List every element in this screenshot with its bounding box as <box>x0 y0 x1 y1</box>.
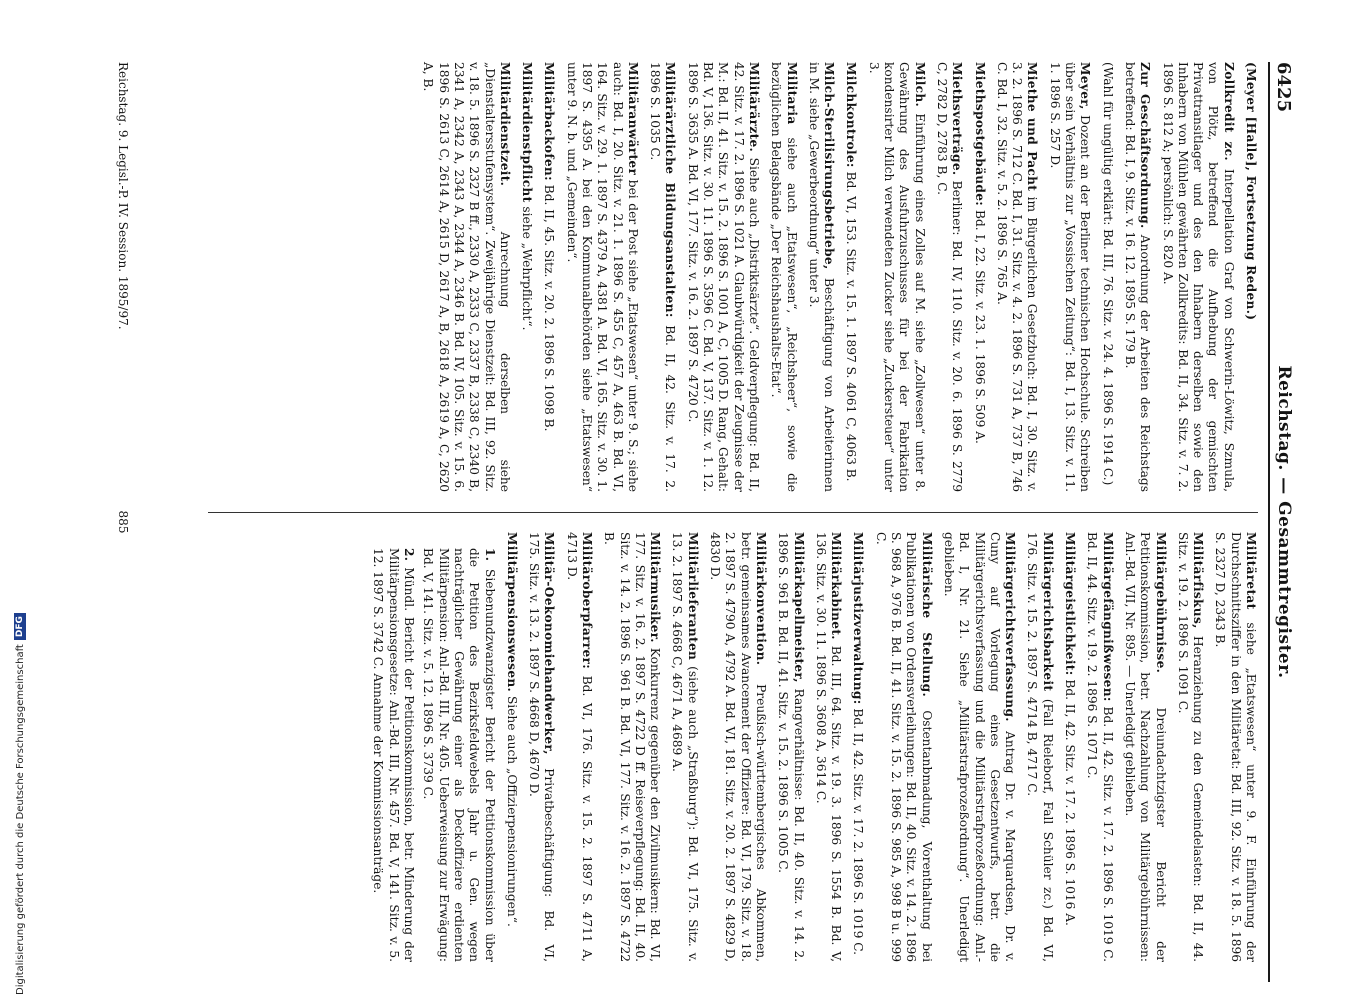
entry-headword: Milchkontrole: <box>844 62 859 168</box>
index-entry <box>504 532 519 962</box>
entry-headword: 2. <box>402 548 417 562</box>
entry-headword: Militärmusiker. <box>648 532 663 643</box>
entry-headword: Militär-Oekonomiehandwerker, <box>542 532 557 755</box>
rotated-page <box>60 62 1300 982</box>
dfg-logo: DFG <box>14 613 26 640</box>
footer-citation: Reichstag. 9. Legisl.-P. IV. Session. 1895/97. <box>116 62 130 330</box>
entry-text: siehe „Etatswesen“ unter 9. F. Einführung der Durchschnittsziffer in den Militäretat: Bd. III, 92. Sitz. v. 18. 5. 1896 S. 2327 D, 2343 B. <box>1213 532 1258 963</box>
entry-headword: Militäranwärter <box>625 62 640 176</box>
header-rule <box>1268 62 1270 982</box>
entry-headword: Militärgeistlichkeit: <box>1063 532 1078 676</box>
entry-text: Bd. II, 42. Sitz. v. 17. 2. 1896 S. 1019 C. Bd. II, 44. Sitz. v. 19. 2. 1896 S. 1071 C. <box>1085 532 1115 963</box>
entry-headword: Militärärztliche Bildungsanstalten: <box>663 62 678 318</box>
index-entry <box>941 532 1017 962</box>
index-entry <box>850 532 865 962</box>
index-entry <box>934 62 965 492</box>
entry-text: Bd. III, 64. Sitz. v. 19. 3. 1896 S. 1554 B. Bd. V, 136. Sitz. v. 30. 11. 1896 S. 3608 A, 3614 C. <box>813 532 844 962</box>
entry-text: (siehe auch „Straßburg“): Bd. VI, 175. Sitz. v. 13. 2. 1897 S. 4668 C, 4671 A, 4689 A. <box>670 532 700 963</box>
entry-text: Heranziehung zu den Gemeindelasten: Bd. II, 44. Sitz. v. 19. 2. 1896 S. 1091 C. <box>1175 532 1206 962</box>
entry-headword: Militärgerichtsbarkeit <box>1040 532 1055 692</box>
index-entry <box>420 62 512 492</box>
footer-page-number: 885 <box>116 510 130 534</box>
entry-text: Bd. II, 42. Sitz. v. 17. 2. 1896 S. 1035 C. <box>648 62 678 493</box>
entry-headword: Militaria <box>784 62 799 125</box>
entry-headword: Militärgefängnißwesen: <box>1100 532 1115 702</box>
index-entry <box>1099 62 1114 492</box>
index-entry <box>843 62 858 492</box>
entry-text: Bd. II, 42. Sitz. v. 17. 2. 1896 S. 1019 C. <box>851 708 866 955</box>
index-entry <box>813 532 844 962</box>
index-entry <box>1159 62 1235 492</box>
entry-headword: Miethspostgebäude: <box>972 62 987 207</box>
index-entry <box>1175 532 1206 962</box>
index-entry <box>775 532 806 962</box>
index-entry <box>647 62 678 492</box>
entry-text: Anordnung der Arbeiten des Reichstags betreffend: Bd. I, 9. Sitz. v. 16. 12. 1895 S. 179 B. <box>1122 62 1153 492</box>
left-column <box>413 62 1258 492</box>
index-entry <box>865 62 926 492</box>
page-header <box>1266 62 1300 982</box>
entry-text: Preußisch-württembergisches Abkommen, betr. gemeinsames Avancement der Offiziere: Bd. VI, 179. Sitz. v. 18. 2. 1897 S. 4790 A, 4792 A. Bd. VI, 181. Sitz. v. 20. 2. 1897 S. 4829 D, 4830 D. <box>708 532 768 963</box>
entry-headword: Miethsverträge. <box>950 62 965 176</box>
entry-text: (Fall Rieleborf, Fall Schüler zc.) Bd. VI, 176. Sitz. v. 15. 2. 1897 S. 4714 B, 4717 C. <box>1025 532 1055 963</box>
entry-headword: Militärbackofen: <box>542 62 557 181</box>
index-entry <box>669 532 700 962</box>
entry-text: Bd. II, 45. Sitz. v. 20. 2. 1896 S. 1098 B. <box>542 184 557 432</box>
index-entry <box>601 532 662 962</box>
entry-text: Bd. I, 22. Sitz. v. 23. 1. 1896 S. 509 A. <box>972 209 987 444</box>
entry-headword: Milch-Sterilisirungsbetriebe, <box>822 62 837 270</box>
entry-headword: Militärfiskus, <box>1191 532 1206 629</box>
index-entry <box>1046 62 1092 492</box>
index-entry <box>519 62 534 492</box>
entry-headword: Militärpensionswesen. <box>504 532 519 693</box>
entry-headword: Miethe und Pacht <box>1025 62 1040 192</box>
entry-headword: Meyer, <box>1078 62 1093 110</box>
entry-headword: Zur Geschäftsordnung. <box>1138 62 1153 229</box>
index-entry <box>971 62 986 492</box>
entry-headword: Militärgerichtsverfassung. <box>1003 532 1018 722</box>
entry-headword: Militärlieferanten <box>685 532 700 661</box>
entry-headword: Militärkapellmeister, <box>791 532 806 683</box>
index-entry <box>563 62 639 492</box>
entry-headword: Militärdienstpflicht <box>520 62 535 203</box>
entry-text: Bd. VI, 153. Sitz. v. 15. 1. 1897 S. 4061 C, 4063 B. <box>844 171 859 482</box>
index-entry <box>872 532 933 962</box>
entry-headword: Zollkredit zc. <box>1221 62 1236 161</box>
entry-text: im Bürgerlichen Gesetzbuch: Bd. I, 30. Sitz. v. 3. 2. 1896 S. 712 C. Bd. I, 31. Sitz. v. 4. 2. 1896 S. 731 A, 737 B, 746 C. Bd. I, 32. Sitz. v. 5. 2. 1896 S. 765 A. <box>994 62 1040 492</box>
dfg-attribution <box>14 613 26 995</box>
page-number: 6425 <box>1273 62 1294 113</box>
index-entry <box>1243 62 1258 492</box>
entry-text: Berliner: Bd. IV, 110. Sitz. v. 20. 6. 1896 S. 2779 C, 2782 D, 2783 B, C. <box>934 62 965 492</box>
entry-text: Interpellation Graf von Schwerin-Löwitz, Szmula, von Plötz, betreffend die Aufhebung der gemischten Privattransitlager und des den Inhabern derselben sowie den Inhabern von Mühlen gewährten Zollkredits: Bd. II, 34. Sitz. v. 7. 2. 1896 S. 812 A; persönlich: S. 820 A. <box>1160 62 1236 492</box>
entry-headword: Militärdienstzeit. <box>497 62 512 187</box>
entry-text: bei der Post siehe „Etatswesen“ unter 9. S.; siehe auch: Bd. I, 20. Sitz. v. 21. 1. 1896 S. 455 C, 457 A, 463 B. Bd. VI, 164. Sitz. v. 29. 1. 1897 S. 4379 A, 4381 A. Bd. VI, 165. Sitz. v. 30. 1. 1897 S. 4395 A. bei den Kommunalbehörden siehe „Etatswesen“ unter 9. N. b. und „Gemeinden“. <box>564 62 640 493</box>
entry-text: Anrechnung derselben siehe „Dienstaltersstufensystem“. Zweijährige Dienstzeit: Bd. III, 92. Sitz. v. 18. 5. 1896 S. 2327 B ff., 2330 A, 2333 C, 2337 B, 2338 C, 2340 B, 2341 A, 2342 A, 2343 A, 2344 A, 2346 B. Bd. IV, 105. Sitz. v. 15. 6. 1896 S. 2613 C, 2614 A, 2615 D, 2617 A, B, 2618 A, 2619 A, C, 2620 A, B. <box>421 62 512 492</box>
entry-text: Beschäftigung von Arbeiterinnen in M. siehe „Gewerbeordnung“ unter 3. <box>806 62 837 492</box>
entry-text: Konkurrenz gegenüber den Zivilmusikern: Bd. VI, 177. Sitz. v. 16. 2. 1897 S. 4722 D ff. Reiseverpflegung: Bd. II, 40. Sitz. v. 14. 2. 1896 S. 961 B. Bd. VI, 177. Sitz. v. 16. 2. 1897 S. 4722 B. <box>602 532 663 963</box>
index-entry <box>370 548 416 962</box>
index-entry <box>1084 532 1115 962</box>
index-entry <box>526 532 557 962</box>
index-entry <box>563 532 594 962</box>
page-title: Reichstag. — Gesammtregister. <box>1274 365 1294 679</box>
entry-headword: Militärärzte. <box>746 62 761 153</box>
page-footer <box>116 62 130 982</box>
entry-text: Bd. II, 42. Sitz. v. 17. 2. 1896 S. 1016 A. <box>1063 679 1078 926</box>
entry-text: siehe „Wehrpflicht“. <box>520 206 535 331</box>
entry-headword: Militärgebührnisse. <box>1153 532 1168 674</box>
entry-headword: Militärkabinet. <box>829 532 844 640</box>
entry-text: Rangverhältnisse: Bd. II, 40. Sitz. v. 14. 2. 1896 S. 961 B. Bd. II, 41. Sitz. v. 15. 2. 1896 S. 1005 C. <box>776 532 806 962</box>
index-entry <box>420 548 496 962</box>
index-entry <box>1212 532 1258 962</box>
entry-text: Mündl. Bericht der Petitionskommission, betr. Minderung der Militärpensionsgesetze: Anl.-Bd. III, Nr. 457. Bd. V, 141. Sitz. v. 5. 12. 1897 S. 3742 C. Annahme der Kommissionsanträge. <box>371 548 417 963</box>
index-entry <box>1024 532 1055 962</box>
index-entry <box>707 532 768 962</box>
index-entry <box>806 62 837 492</box>
index-entry <box>685 62 761 492</box>
entry-text: Dozent an der Berliner technischen Hochschule. Schreiben über sein Verhältnis zur „Vossischen Zeitung“: Bd. I, 13. Sitz. v. 11. 1. 1896 S. 257 D. <box>1047 62 1093 493</box>
entry-headword: Militäretat <box>1244 532 1258 610</box>
index-entry <box>994 62 1040 492</box>
entry-text: Privatbeschäftigung: Bd. VI, 175. Sitz. v. 13. 2. 1897 S. 4668 D, 4670 D. <box>527 532 557 962</box>
index-entry <box>1062 532 1077 962</box>
entry-text: Ostentanbmadung, Vorenthaltung bei Publikationen von Ordensverleihungen: Bd. II, 40. Sitz. v. 14. 2. 1896 S. 968 A, 976 B. Bd. II, 41. Sitz. v. 15. 2. 1896 S. 985 A, 998 B u. 999 C. <box>873 532 934 962</box>
index-entry <box>768 62 799 492</box>
entry-headword: (Meyer [Halle], Fortsetzung Reden.) <box>1244 62 1258 321</box>
entry-text: Dreiundachtzigster Bericht der Petitionskommission, betr. Nachzahlung von Militärgebührnissen: Anl.-Bd. VII, Nr. 895. — Unerledigt geblieben. <box>1122 532 1168 962</box>
index-entry <box>1122 532 1168 962</box>
right-column <box>366 532 1258 962</box>
entry-headword: Militärische Stellung. <box>919 532 934 698</box>
entry-headword: Militäroberpfarrer: <box>580 532 595 670</box>
entry-text: Bd. VI, 176. Sitz. v. 15. 2. 1897 S. 4711 A, 4713 D. <box>564 532 595 963</box>
entry-text: (Wahl für ungültig erklärt: Bd. III, 76. Sitz. v. 24. 4. 1896 S. 1914 C.) <box>1100 62 1115 486</box>
index-entry <box>1122 62 1153 492</box>
entry-text: Siehe auch „Offizierpensionirungen“. <box>504 695 519 927</box>
entry-text: Antrag Dr. v. Marquardsen, Dr. v. Cuny auf Vorlegung eines Gesetzentwurfs, betr. die Militärgerichtsverfassung und die Militärstrafprozeßordnung: Anl.-Bd. I, Nr. 21. Siehe „Militärstrafprozeßordnung“. Unerledigt geblieben. <box>941 532 1018 963</box>
index-entry <box>541 62 556 492</box>
entry-text: Siehe auch „Distriktsärzte“. Geldverpflegung: Bd. II, 42. Sitz. v. 17. 2. 1896 S. 1021 A. Glaubwürdigkeit der Zeugnisse der M.: Bd. II, 41. Sitz. v. 15. 2. 1896 S. 1001 A, C, 1005 D. Rang, Gehalt: Bd. V, 136. Sitz. v. 30. 11. 1896 S. 3596 C. Bd. V, 137. Sitz. v. 1. 12. 1896 S. 3635 A. Bd. VI, 177. Sitz. v. 16. 2. 1897 S. 4720 C. <box>685 62 761 492</box>
entry-headword: Militärjustizverwaltung: <box>851 532 866 705</box>
attribution-text: Digitalisierung gefördert durch die Deutsche Forschungsgemeinschaft <box>14 644 26 995</box>
entry-text: Einführung eines Zolles auf M. siehe „Zollwesen“ unter 8. Gewährung des Ausfuhrzuschusses für bei der Fabrikation kondensirter Milch verwendeten Zucker siehe „Zuckersteuer“ unter 3. <box>866 62 927 492</box>
entry-headword: Milch. <box>912 62 927 108</box>
entry-headword: 1. <box>482 548 497 562</box>
column-divider <box>208 512 1258 513</box>
entry-headword: Militärkonvention. <box>753 532 768 666</box>
entry-text: siehe auch „Etatswesen“, „Reichsheer“, sowie die bezüglichen Belagsbände „Der Reichshaushalts-Etat“. <box>769 62 799 493</box>
entry-text: Siebenundzwanzigster Bericht der Petitionskommission über die Petition des Bezirksfeldwebels Jahr u. Gen. wegen nachträglicher Gewährung einer als Deckoffiziere erdienten Militärpension: Anl.-Bd. III, Nr. 405. Ueberweisung zur Erwägung: Bd. V, 141. Sitz. v. 5. 12. 1896 S. 3739 C. <box>421 548 497 962</box>
